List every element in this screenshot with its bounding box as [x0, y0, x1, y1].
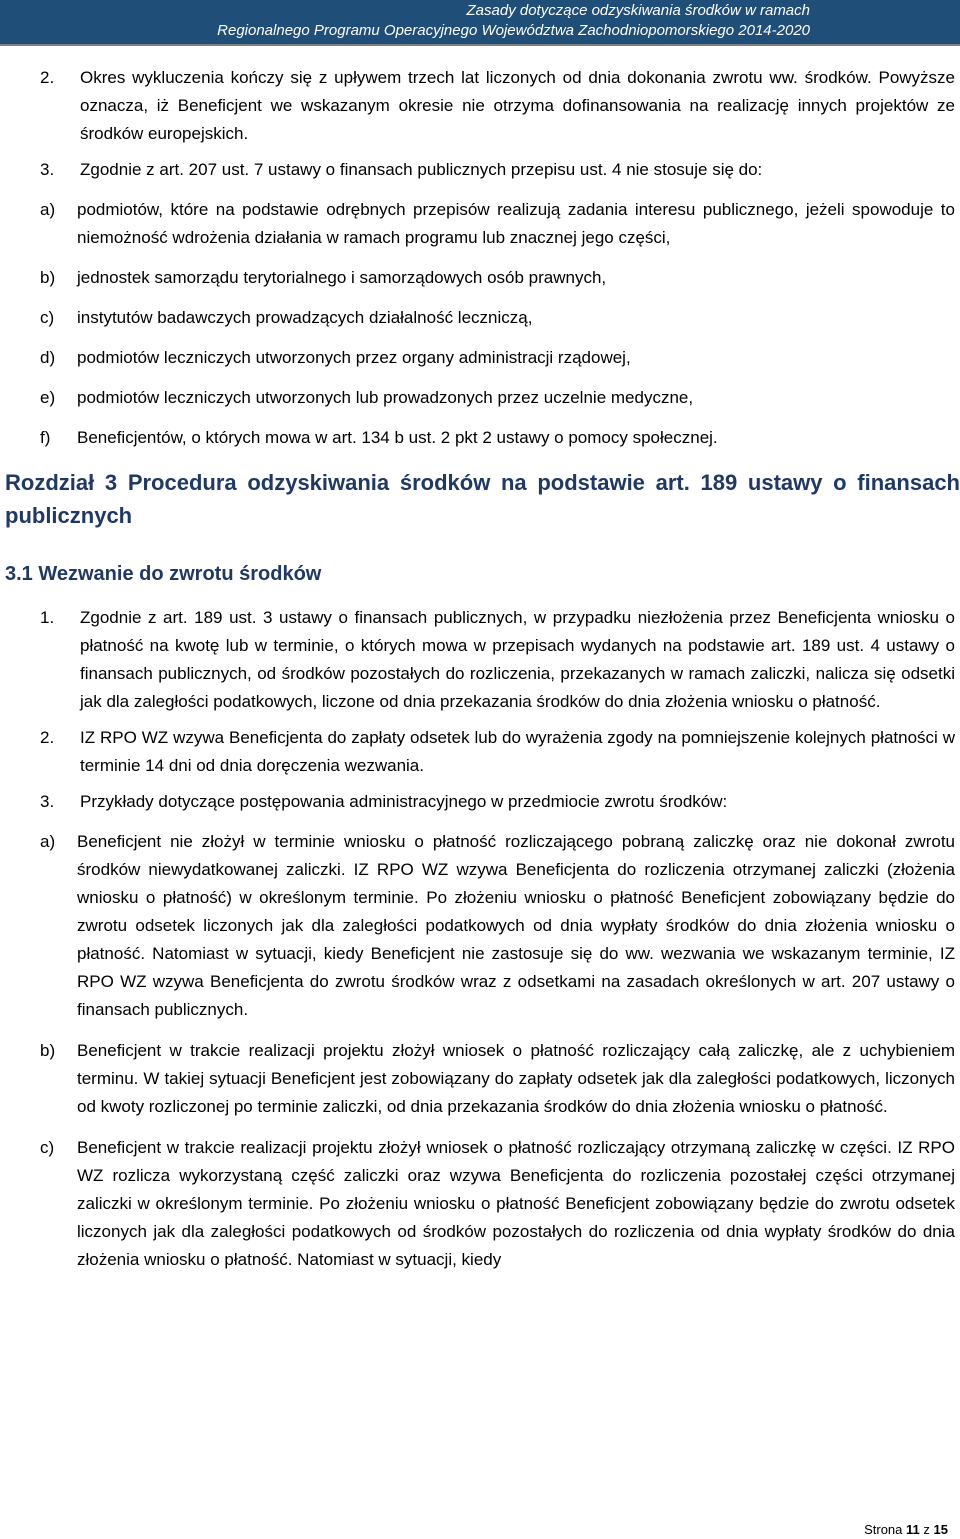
numbered-paragraph-3b — [40, 788, 955, 816]
list-item — [40, 384, 955, 412]
page-separator: z — [923, 1522, 930, 1537]
item-text: Beneficjent w trakcie realizacji projektu złożył wniosek o płatność rozliczający całą zaliczkę, ale z uchybieniem terminu. W takiej sytuacji Beneficjent jest zobowiązany do zapłaty odsetek jak dla zaległości podatkowych, liczonych od kwoty rozliczonej po terminie zaliczki, od dnia przekazania środków do dnia złożenia wniosku o płatność. — [77, 1041, 955, 1116]
list-item — [40, 1134, 955, 1274]
item-text: instytutów badawczych prowadzących działalność leczniczą, — [77, 308, 533, 327]
item-letter: d) — [40, 348, 56, 367]
item-letter: b) — [40, 268, 56, 287]
header-rule — [0, 44, 960, 46]
list-item — [40, 424, 955, 452]
header-line-2: Regionalnego Programu Operacyjnego Województwa Zachodniopomorskiego 2014-2020 — [217, 22, 810, 39]
numbered-paragraph-1 — [40, 604, 955, 716]
item-text: Beneficjent nie złożył w terminie wniosku o płatność rozliczającego pobraną zaliczkę oraz nie dokonał zwrotu środków niewydatkowanej zaliczki. IZ RPO WZ wzywa Beneficjenta do rozliczenia otrzymanej zaliczki (złożenia wniosku o płatność) w określonym terminie. Po złożeniu wniosku o płatność Beneficjent zobowiązany będzie do zwrotu odsetek liczonych jak dla zaległości podatkowych od dnia wypłaty środków do dnia złożenia wniosku o płatność. Natomiast w sytuacji, kiedy Beneficjent nie zastosuje się do ww. wezwania we wskazanym terminie, IZ RPO WZ wzywa Beneficjenta do zwrotu środków wraz z odsetkami na zasadach określonych w art. 207 ustawy o finansach publicznych. — [77, 832, 955, 1019]
list-item — [40, 264, 955, 292]
numbered-paragraph-2 — [40, 64, 955, 148]
chapter-heading: Rozdział 3 Procedura odzyskiwania środków na podstawie art. 189 ustawy o finansach publicznych — [5, 470, 960, 528]
paragraph-number: 1. — [40, 608, 55, 627]
item-text: Beneficjent w trakcie realizacji projektu złożył wniosek o płatność rozliczający otrzymaną zaliczkę w części. IZ RPO WZ rozlicza wykorzystaną część zaliczki oraz wzywa Beneficjenta do rozliczenia pozostałej części otrzymanej zaliczki w określonym terminie. Po złożeniu wniosku o płatność Beneficjent zobowiązany będzie do zwrotu odsetek liczonych jak dla zaległości podatkowych od środków pozostałych do rozliczenia od dnia wypłaty środków do dnia złożenia wniosku o płatność. Natomiast w sytuacji, kiedy — [77, 1138, 955, 1269]
item-text: podmiotów, które na podstawie odrębnych przepisów realizują zadania interesu publicznego, jeżeli spowoduje to niemożność wdrożenia działania w ramach programu lub znacznej jego części, — [77, 200, 955, 247]
section-heading: 3.1 Wezwanie do zwrotu środków — [5, 563, 322, 585]
numbered-paragraph-3 — [40, 156, 955, 184]
paragraph-text: Zgodnie z art. 189 ust. 3 ustawy o finansach publicznych, w przypadku niezłożenia przez Beneficjenta wniosku o płatność na kwotę lub w terminie, o których mowa w przepisach wydanych na podstawie art. 189 ust. 4 ustawy o finansach publicznych, od środków pozostałych do rozliczenia, przekazanych w ramach zaliczki, nalicza się odsetki jak dla zaległości podatkowych, liczone od dnia przekazania środków do dnia złożenia wniosku o płatność. — [80, 608, 955, 711]
item-letter: c) — [40, 308, 55, 327]
paragraph-text: Okres wykluczenia kończy się z upływem trzech lat liczonych od dnia dokonania zwrotu ww. środków. Powyższe oznacza, iż Beneficjent we wskazanym okresie nie otrzyma dofinansowania na realizację innych projektów ze środków europejskich. — [80, 68, 955, 143]
page-label: Strona — [864, 1522, 903, 1537]
list-item — [40, 828, 955, 1024]
item-text: podmiotów leczniczych utworzonych lub prowadzonych przez uczelnie medyczne, — [77, 388, 694, 407]
paragraph-text: IZ RPO WZ wzywa Beneficjenta do zapłaty odsetek lub do wyrażenia zgody na pomniejszenie kolejnych płatności w terminie 14 dni od dnia doręczenia wezwania. — [80, 728, 955, 775]
examples-list — [40, 828, 955, 1274]
list-item — [40, 1037, 955, 1121]
current-page: 11 — [906, 1522, 920, 1537]
item-letter: f) — [40, 428, 51, 447]
paragraph-text: Zgodnie z art. 207 ust. 7 ustawy o finansach publicznych przepisu ust. 4 nie stosuje się do: — [80, 160, 763, 179]
item-letter: a) — [40, 832, 56, 851]
paragraph-number: 3. — [40, 792, 55, 811]
paragraph-number: 3. — [40, 160, 55, 179]
exceptions-list — [40, 196, 955, 452]
item-text: podmiotów leczniczych utworzonych przez organy administracji rządowej, — [77, 348, 631, 367]
paragraph-number: 2. — [40, 728, 55, 747]
item-letter: b) — [40, 1041, 56, 1060]
list-item — [40, 196, 955, 252]
running-header — [0, 0, 960, 44]
page-number — [864, 1521, 948, 1539]
total-pages: 15 — [933, 1522, 948, 1537]
item-letter: c) — [40, 1138, 55, 1157]
paragraph-text: Przykłady dotyczące postępowania administracyjnego w przedmiocie zwrotu środków: — [80, 792, 728, 811]
list-item — [40, 304, 955, 332]
numbered-paragraph-2b — [40, 724, 955, 780]
item-text: jednostek samorządu terytorialnego i samorządowych osób prawnych, — [77, 268, 607, 287]
document-body — [5, 64, 960, 1287]
item-letter: e) — [40, 388, 56, 407]
item-text: Beneficjentów, o których mowa w art. 134 b ust. 2 pkt 2 ustawy o pomocy społecznej. — [77, 428, 718, 447]
header-line-1: Zasady dotyczące odzyskiwania środków w ramach — [466, 2, 810, 19]
item-letter: a) — [40, 200, 56, 219]
paragraph-number: 2. — [40, 68, 55, 87]
list-item — [40, 344, 955, 372]
